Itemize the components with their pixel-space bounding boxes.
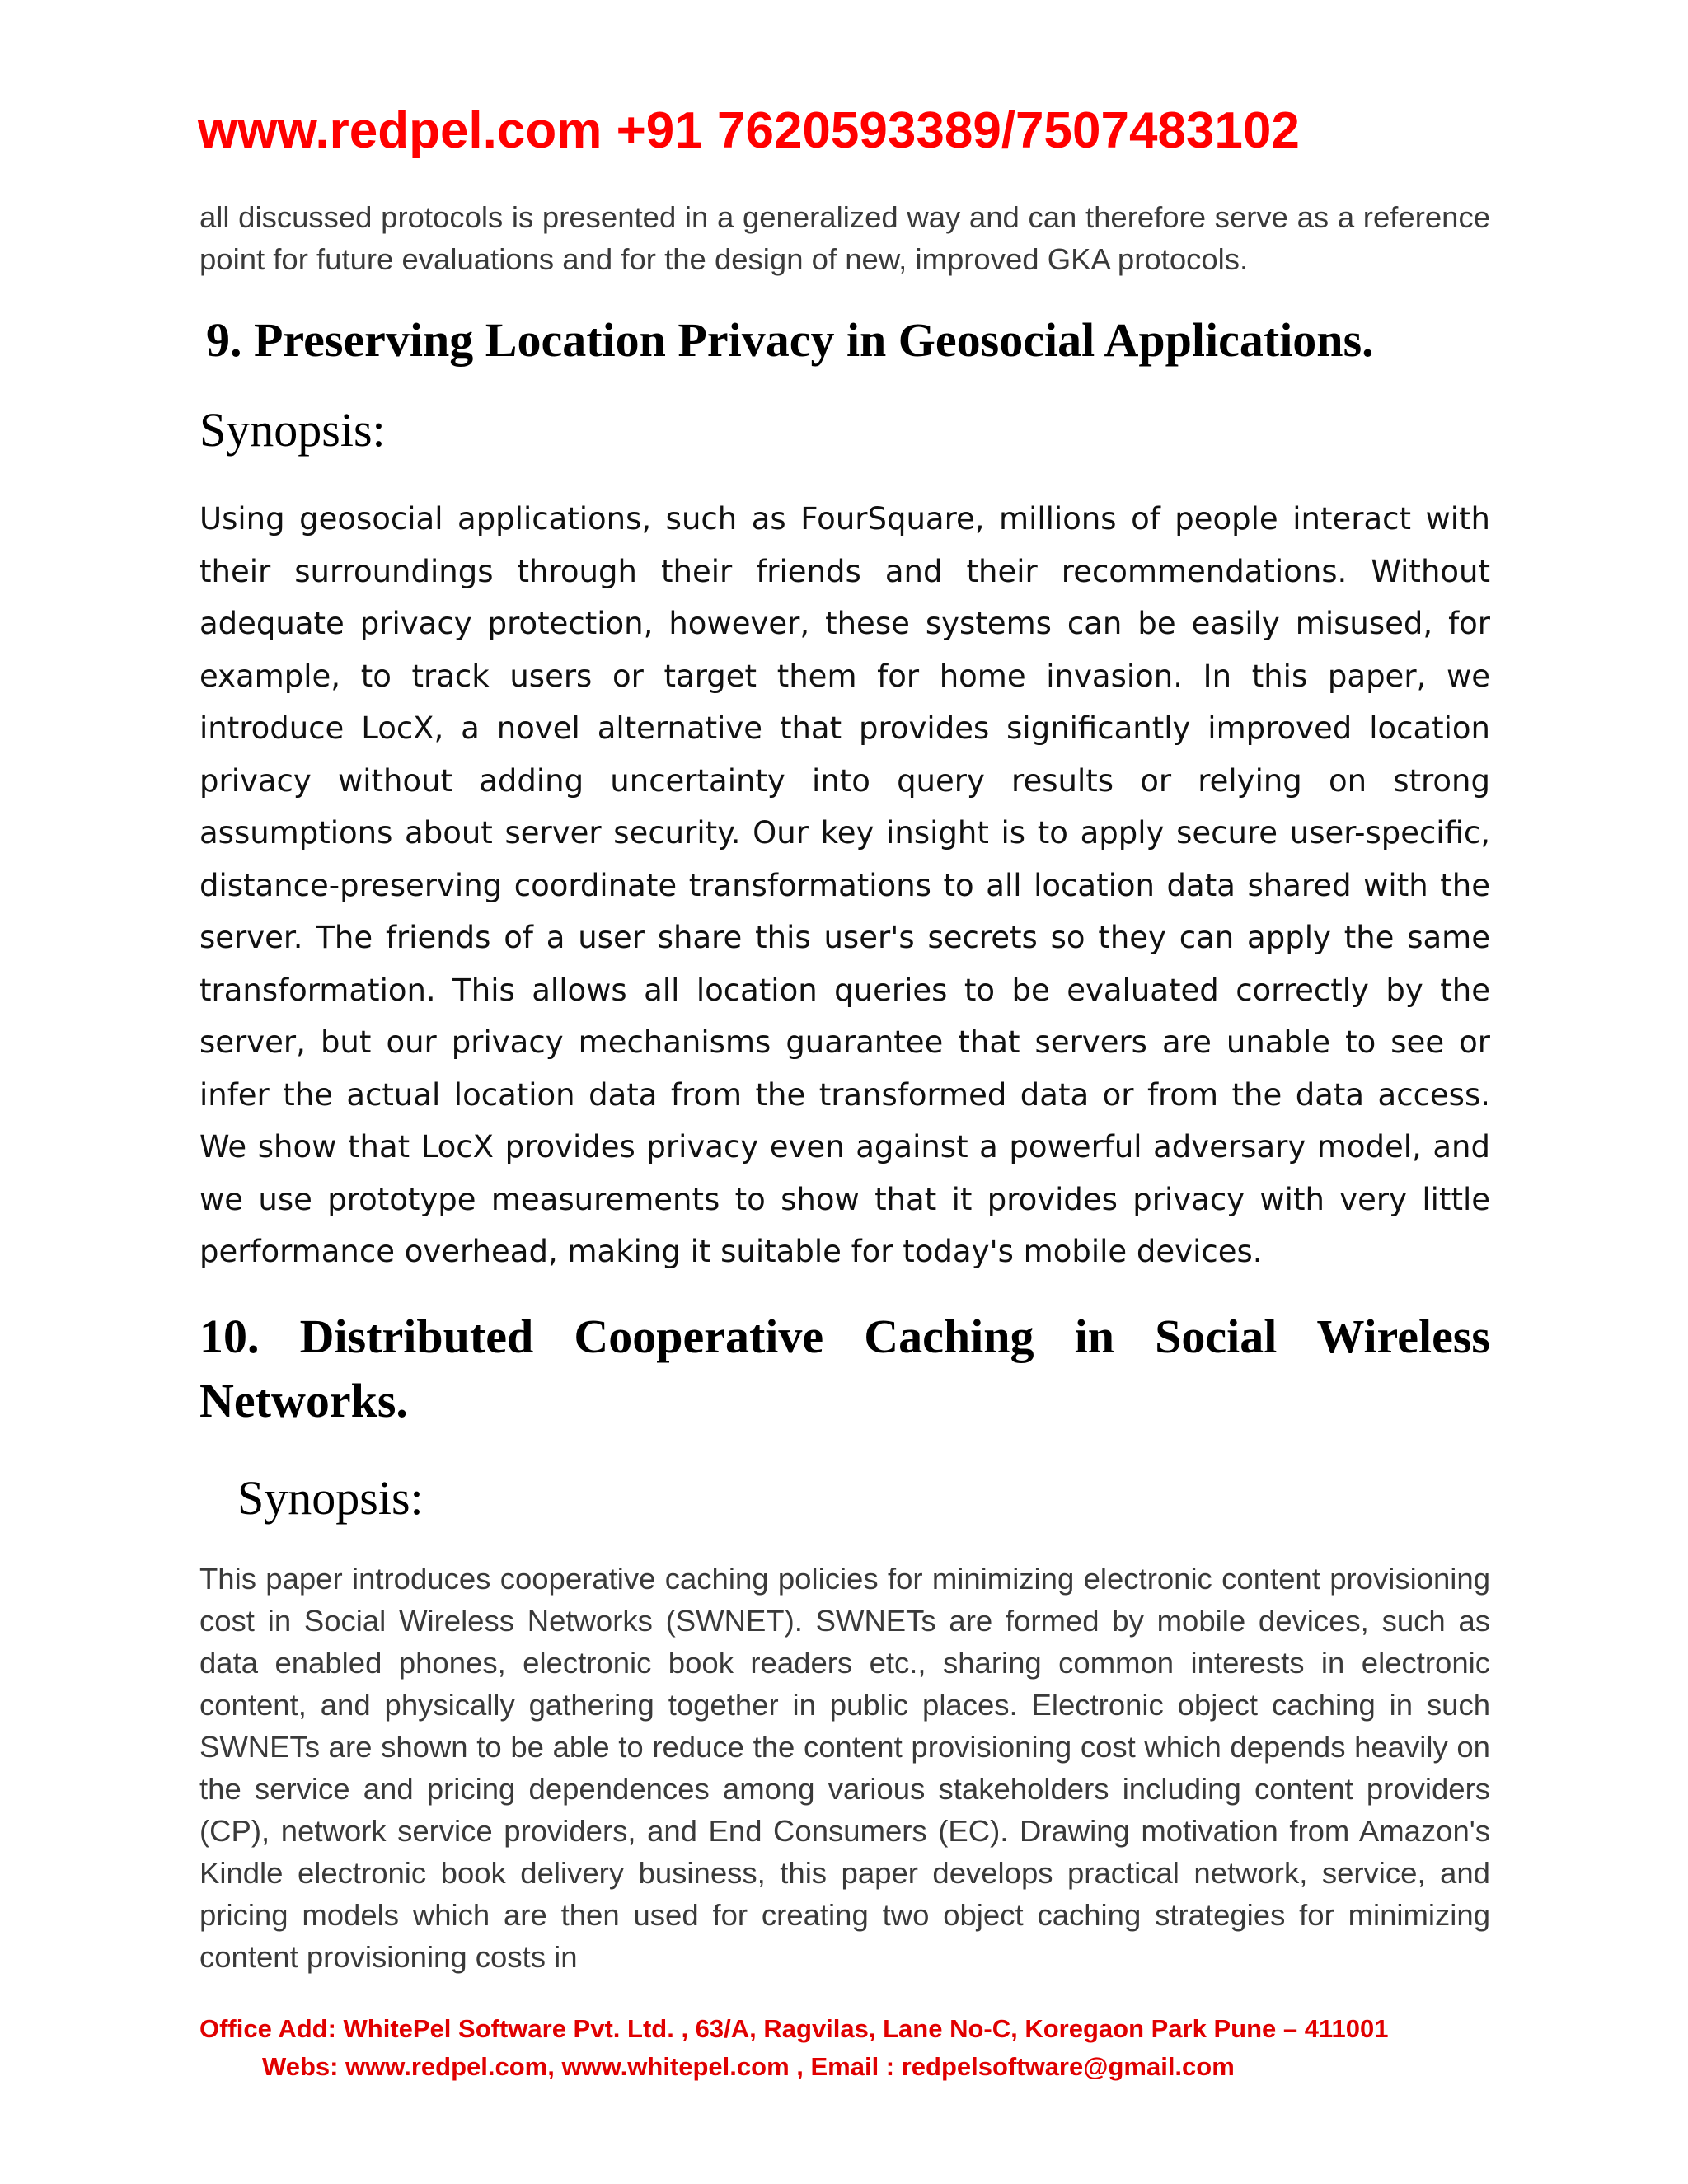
section-9-title: 9. Preserving Location Privacy in Geosocial Applications. xyxy=(206,313,1374,367)
section-9-synopsis-label: Synopsis: xyxy=(199,403,386,457)
header-contact-line: www.redpel.com +91 7620593389/7507483102 xyxy=(198,102,1300,159)
section-10-synopsis-label: Synopsis: xyxy=(237,1471,424,1525)
section-9-heading-block xyxy=(206,308,1497,373)
section-9-synopsis-block xyxy=(199,403,1490,457)
section-10-synopsis-block xyxy=(237,1471,1528,1525)
intro-paragraph: all discussed protocols is presented in a generalized way and can therefore serve as a reference point for future evaluations and for the design of new, improved GKA protocols. xyxy=(199,200,1490,276)
footer-web-line: Webs: www.redpel.com, www.whitepel.com , Email : redpelsoftware@gmail.com xyxy=(262,2052,1235,2081)
section-10-title: 10. Distributed Cooperative Caching in Social Wireless Networks. xyxy=(199,1310,1490,1427)
intro-block xyxy=(199,196,1490,280)
section-9-body: Using geosocial applications, such as FourSquare, millions of people interact with their surroundings through their friends and their recommendations. Without adequate privacy protection, however, these systems can be easily misused, for example, to track users or target them for home invasion. In this paper, we introduce LocX, a novel alternative that provides significantly improved location privacy without adding uncertainty into query results or relying on strong assumptions about server security. Our key insight is to apply secure user-specific, distance-preserving coordinate transformations to all location data shared with the server. The friends of a user share this user's secrets so they can apply the same transformation. This allows all location queries to be evaluated correctly by the server, but our privacy mechanisms guarantee that servers are unable to see or infer the actual location data from the transformed data or from the data access. We show that LocX provides privacy even against a powerful adversary model, and we use prototype measurements to show that it provides privacy with very little performance overhead, making it suitable for today's mobile devices. xyxy=(199,501,1490,1269)
section-10-body-block xyxy=(199,1558,1490,1978)
section-10-body: This paper introduces cooperative caching policies for minimizing electronic content provisioning cost in Social Wireless Networks (SWNET). SWNETs are formed by mobile devices, such as data enabled phones, electronic book readers etc., sharing common interests in electronic content, and physically gathering together in public places. Electronic object caching in such SWNETs are shown to be able to reduce the content provisioning cost which depends heavily on the service and pricing dependences among various stakeholders including content providers (CP), network service providers, and End Consumers (EC). Drawing motivation from Amazon's Kindle electronic book delivery business, this paper develops practical network, service, and pricing models which are then used for creating two object caching strategies for minimizing content provisioning costs in xyxy=(199,1562,1490,1974)
section-10-heading-block xyxy=(199,1305,1490,1433)
section-9-body-block xyxy=(199,493,1490,1278)
footer-address-line: Office Add: WhitePel Software Pvt. Ltd. , 63/A, Ragvilas, Lane No-C, Koregaon Park Pune – 411001 xyxy=(199,2014,1389,2043)
